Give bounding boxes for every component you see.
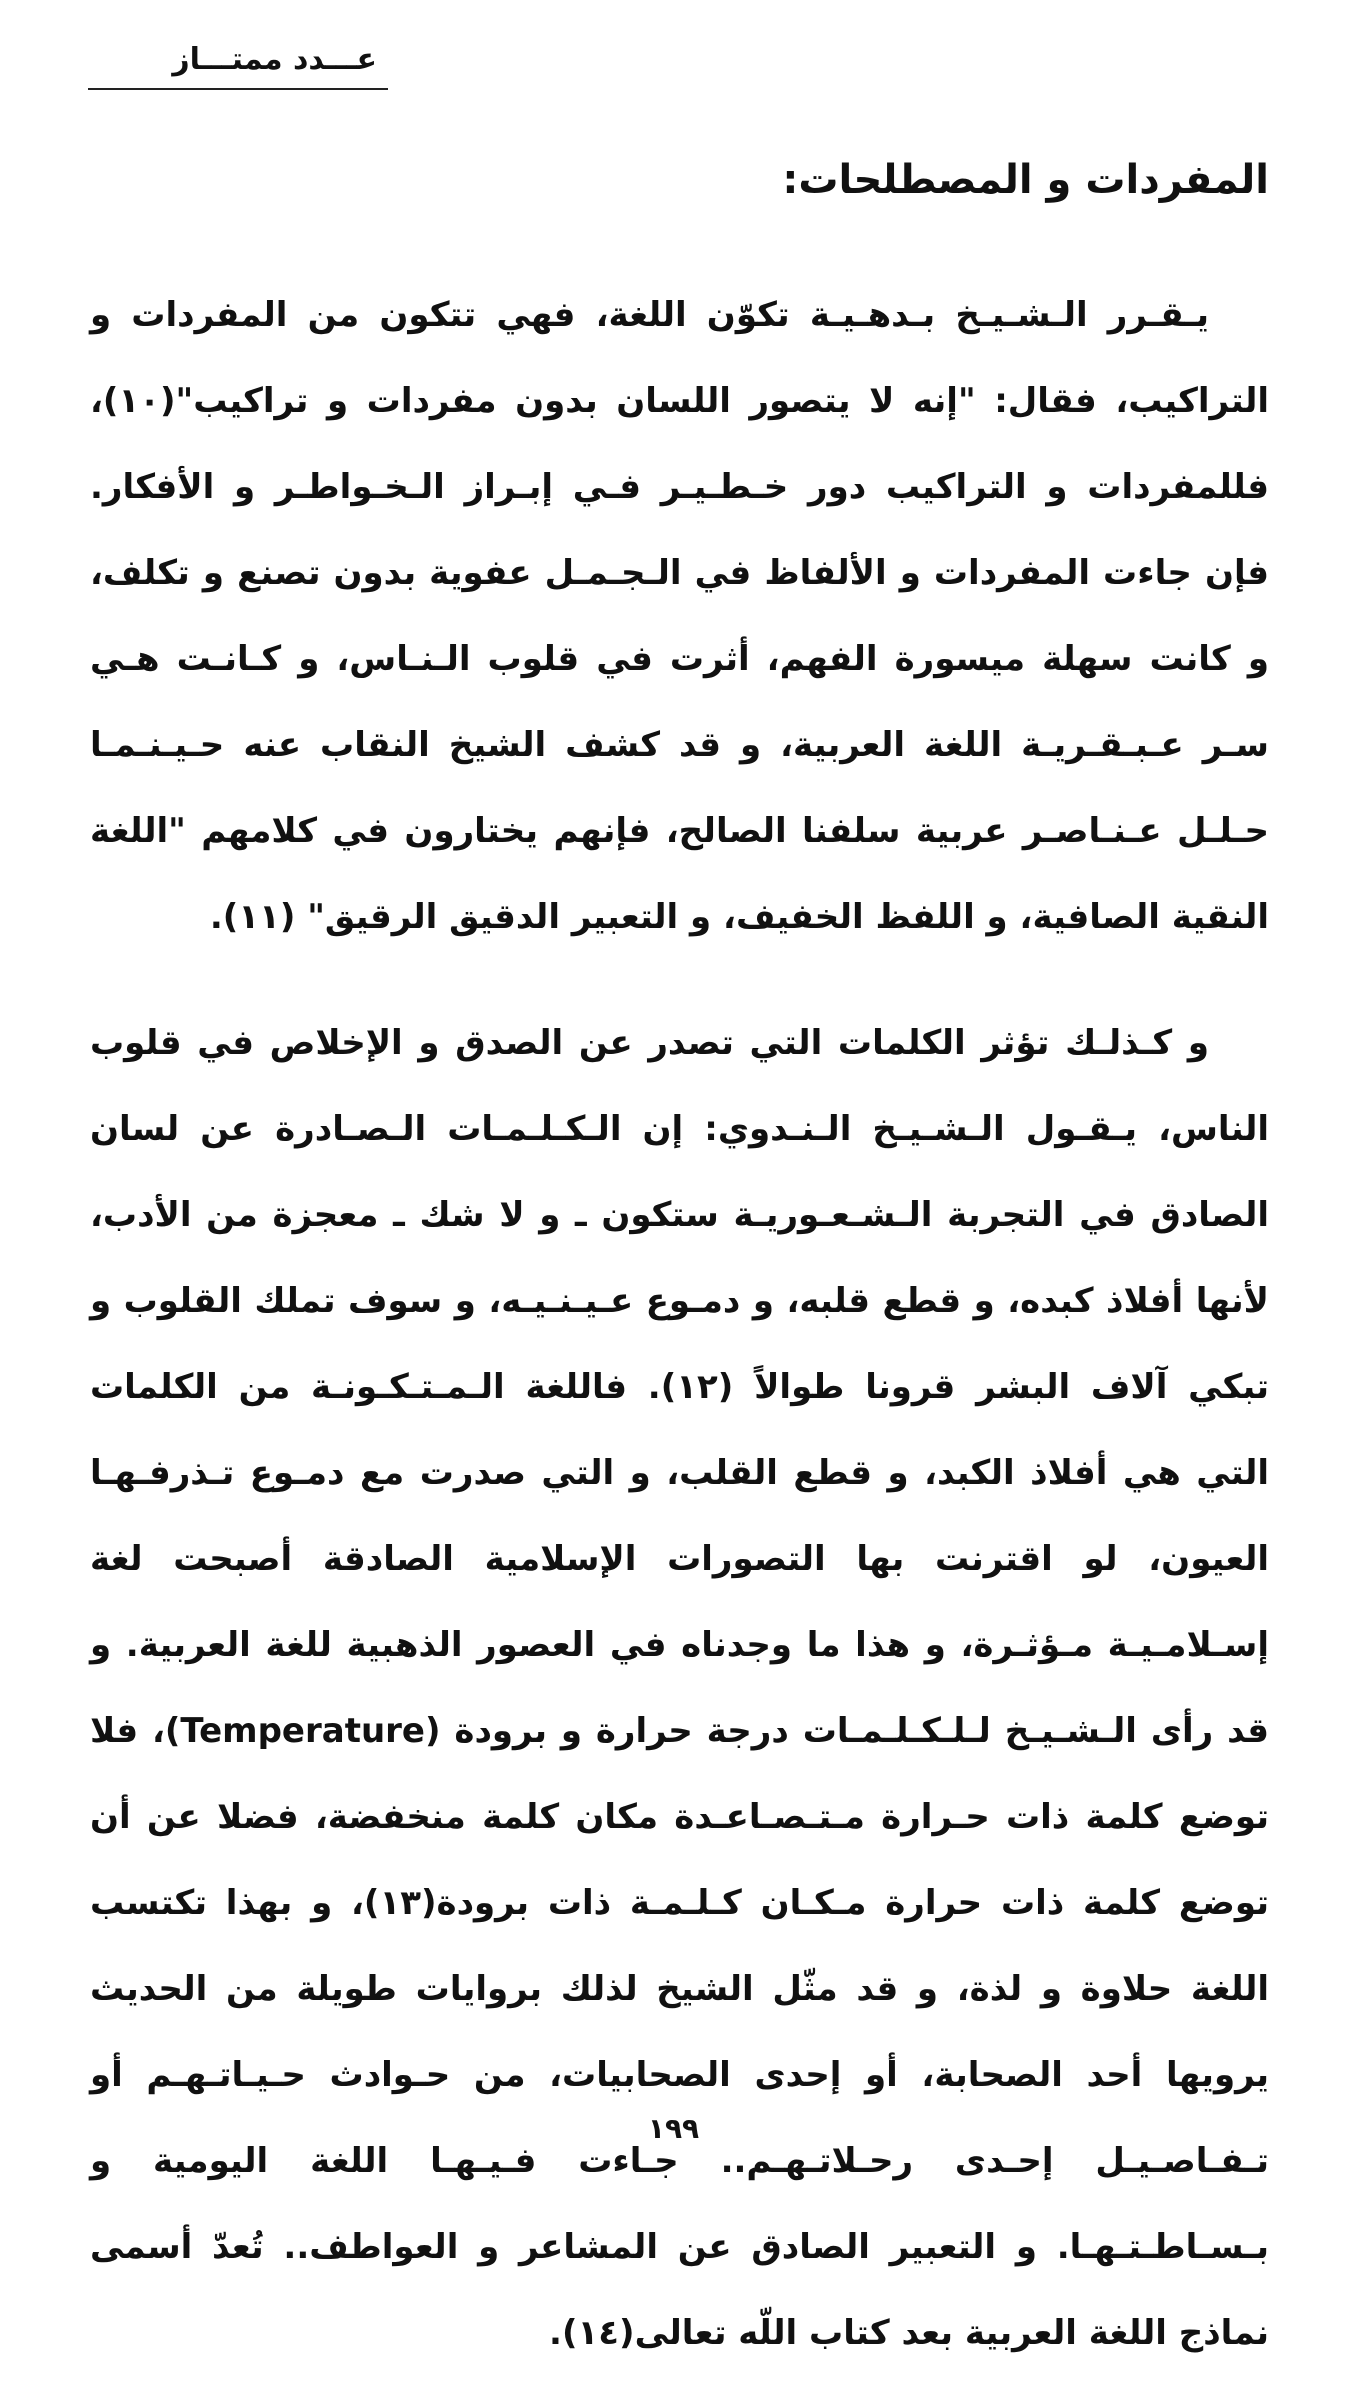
page-number: ١٩٩ [647,2112,700,2145]
paragraph-2: و كـذلـك تؤثر الكلمات التي تصدر عن الصدق و الإخلاص في قلوب الناس، يـقـول الـشـيـخ الـنـدوي: إن الـكـلـمـات الـصـادرة عن لسان الصادق في التجربة الـشـعـوريـة ستكون ـ و لا شك ـ معجزة من الأدب، لأنها أفلاذ كبده، و قطع قلبه، و دمـوع عـيـنـيـه، و سوف تملك القلوب و تبكي آلاف البشر قرونا طوالاً (١٢). فاللغة الـمـتـكـونـة من الكلمات التي هي أفلاذ الكبد، و قطع القلب، و التي صدرت مع دمـوع تـذرفـهـا العيون، لو اقترنت بها التصورات الإسلامية الصادقة أصبحت لغة إسـلامـيـة مـؤثـرة، و هذا ما وجدناه في العصور الذهبية للغة العربية. و قد رأى الـشـيـخ لـلـكـلـمـات درجة حرارة و برودة (Temperature)، فلا توضع كلمة ذات حـرارة مـتـصـاعـدة مكان كلمة منخفضة، فضلا عن أن توضع كلمة ذات حرارة مـكـان كـلـمـة ذات برودة(١٣)، و بهذا تكتسب اللغة حلاوة و لذة، و قد مثّل الشيخ لذلك بروايات طويلة من الحديث يرويها أحد الصحابة، أو إحدى الصحابيات، من حـوادث حـيـاتـهـم أو تـفـاصـيـل إحـدى رحـلاتـهـم.. جـاءت فـيـهـا اللغة اليومية و بـسـاطـتـهـا. و التعبير الصادق عن المشاعر و العواطف.. تُعدّ أسمى نماذج اللغة العربية بعد كتاب اللّه تعالى(١٤). [90,1023,1269,2353]
header-rule [88,88,388,90]
paragraph-1: يـقـرر الـشـيـخ بـدهـيـة تكوّن اللغة، فهي تتكون من المفردات و التراكيب، فقال: "إنه لا يتصور اللسان بدون مفردات و تراكيب"(١٠)، فللمفردات و التراكيب دور خـطـيـر فـي إبـراز الـخـواطـر و الأفكار. فإن جاءت المفردات و الألفاظ في الـجـمـل عفوية بدون تصنع و تكلف، و كانت سهلة ميسورة الفهم، أثرت في قلوب الـنـاس، و كـانـت هـي سـر عـبـقـريـة اللغة العربية، و قد كشف الشيخ النقاب عنه حـيـنـمـا حـلـل عـنـاصـر عربية سلفنا الصالح، فإنهم يختارون في كلامهم "اللغة النقية الصافية، و اللفظ الخفيف، و التعبير الدقيق الرقيق" (١١). [90,295,1269,937]
running-header: عـــدد ممتـــاز [172,42,377,77]
section-title: المفردات و المصطلحات: [782,157,1269,203]
page-body [90,150,1269,2400]
